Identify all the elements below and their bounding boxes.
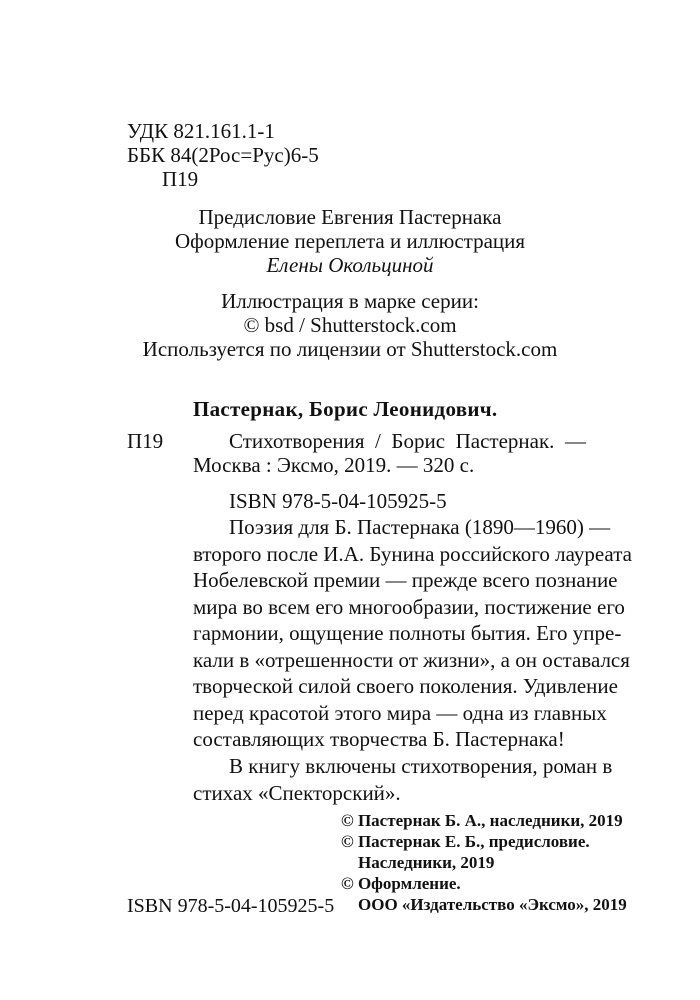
author-mark: П19 bbox=[162, 167, 199, 191]
annotation-line: составляющих творчества Б. Пастернака! bbox=[193, 727, 565, 751]
annotation-paragraph-2 bbox=[193, 753, 613, 806]
bibliographic-imprint: Москва : Эксмо, 2019. — 320 с. bbox=[193, 453, 475, 477]
isbn-record: ISBN 978-5-04-105925-5 bbox=[229, 489, 447, 513]
bbk-code: ББК 84(2Рос=Рус)6-5 bbox=[127, 143, 319, 167]
udk-code: УДК 821.161.1-1 bbox=[127, 119, 275, 143]
illustration-source: © bsd / Shutterstock.com bbox=[243, 313, 457, 337]
design-credit: Оформление переплета и иллюстрация bbox=[174, 229, 526, 253]
annotation-line: стихах «Спекторский». bbox=[193, 780, 401, 805]
illustrator-credit: Елены Окольциной bbox=[266, 253, 434, 277]
annotation-line: второго после И.А. Бунина российского лауреата bbox=[193, 541, 632, 566]
annotation-line: мира во всем его многообразии, постижение его bbox=[193, 594, 625, 619]
preface-credit: Предисловие Евгения Пастернака bbox=[198, 205, 502, 229]
annotation-line: творческой силой своего поколения. Удивление bbox=[193, 674, 618, 698]
bibliographic-author-mark: П19 bbox=[127, 429, 164, 453]
annotation-line: перед красотой этого мира — одна из главных bbox=[193, 700, 607, 725]
copyright-preface: © Пастернак Е. Б., предисловие. bbox=[341, 832, 590, 851]
copyright-preface-heirs: Наследники, 2019 bbox=[358, 853, 495, 872]
bibliographic-title: Стихотворения / Борис Пастернак. — bbox=[229, 429, 586, 453]
license-usage: Используется по лицензии от Shutterstock.com bbox=[142, 337, 558, 361]
annotation-line: гармонии, ощущение полноты бытия. Его упре- bbox=[193, 621, 622, 645]
footer-isbn: ISBN 978-5-04-105925-5 bbox=[127, 895, 335, 917]
copyright-heirs: © Пастернак Б. А., наследники, 2019 bbox=[341, 811, 623, 830]
annotation-line: В книгу включены стихотворения, роман в bbox=[229, 754, 613, 778]
author-heading: Пастернак, Борис Леонидович. bbox=[193, 397, 498, 421]
annotation-line: Поэзия для Б. Пастернака (1890—1960) — bbox=[229, 515, 611, 539]
series-illustration-label: Иллюстрация в марке серии: bbox=[221, 289, 479, 313]
annotation-line: кали в «отрешенности от жизни», а он оставался bbox=[193, 647, 630, 672]
annotation-line: Нобелевской премии — прежде всего познание bbox=[193, 568, 618, 592]
annotation-paragraph-1 bbox=[193, 514, 632, 753]
copyright-design: © Оформление. bbox=[341, 874, 461, 893]
copyright-publisher: ООО «Издательство «Эксмо», 2019 bbox=[358, 895, 627, 914]
